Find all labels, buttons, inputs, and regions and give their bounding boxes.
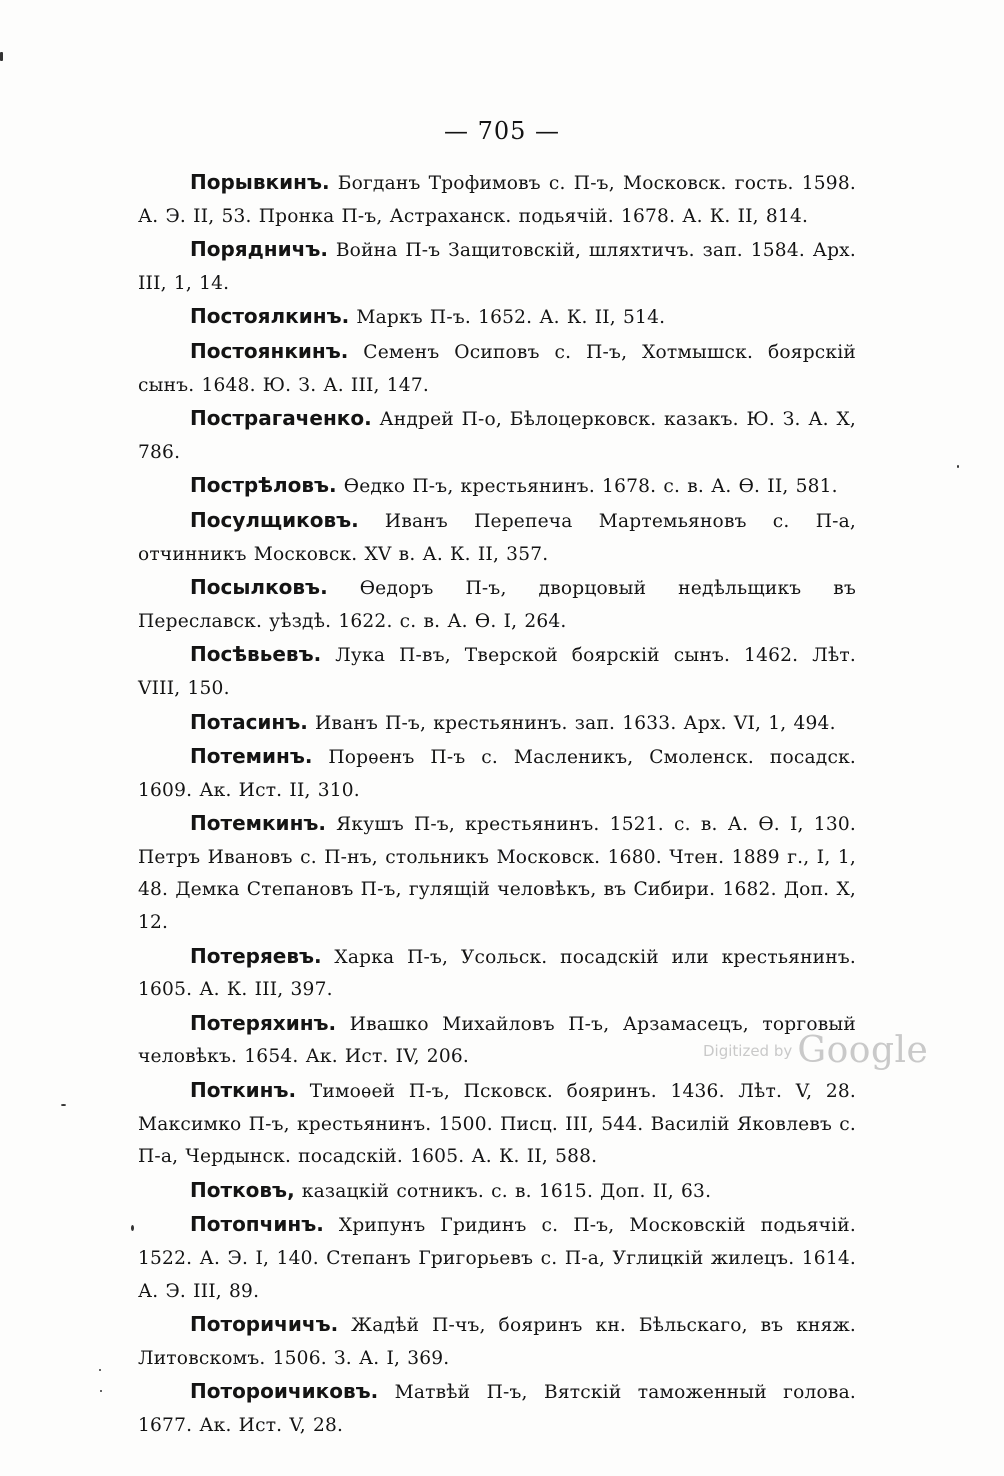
entry-headword: Потеминъ. bbox=[190, 744, 313, 769]
entry-text: Тимоѳей П-ъ, Псковск. бояринъ. 1436. Лѣт. V, 28. Максимко П-ъ, крестьянинъ. 1500. Писц. III, 544. Василій Яковлевъ с. П-а, Чердынск. посадскій. 1605. А. К. II, 588. bbox=[138, 1081, 856, 1168]
entry bbox=[138, 1375, 856, 1442]
entry-headword: Поторичичъ. bbox=[190, 1312, 339, 1337]
entry-text: Порѳенъ П-ъ с. Масленикъ, Смоленск. посадск. 1609. Ак. Ист. II, 310. bbox=[138, 747, 856, 801]
entry-text: Иванъ П-ъ, крестьянинъ. зап. 1633. Арх. VI, 1, 494. bbox=[315, 712, 836, 734]
entry-headword: Потасинъ. bbox=[190, 709, 308, 734]
entry-headword: Порывкинъ. bbox=[190, 170, 330, 194]
entry bbox=[138, 402, 856, 469]
entry-headword: Потороичиковъ. bbox=[190, 1379, 379, 1404]
scan-speck bbox=[99, 1369, 101, 1371]
entry bbox=[138, 1074, 856, 1174]
entry bbox=[138, 571, 856, 638]
entry bbox=[138, 940, 856, 1007]
entry-text: Ѳедко П-ъ, крестьянинъ. 1678. с. в. А. Ѳ. II, 581. bbox=[343, 476, 838, 498]
entry bbox=[138, 1208, 856, 1308]
entry-headword: Поткинъ. bbox=[190, 1078, 297, 1103]
entry-headword: Пострагаченко. bbox=[190, 406, 372, 431]
entry-text: Андрей П-о, Бѣлоцерковск. казакъ. Ю. З. А. X, 786. bbox=[138, 409, 856, 463]
entry-headword: Постоялкинъ. bbox=[190, 304, 350, 329]
entry-text: Матвѣй П-ъ, Вятскій таможенный голова. 1677. Ак. Ист. V, 28. bbox=[138, 1382, 856, 1436]
entry bbox=[138, 469, 856, 504]
entry-text: казацкій сотникъ. с. в. 1615. Доп. II, 63. bbox=[301, 1180, 712, 1202]
entry bbox=[138, 706, 856, 741]
entry-text: Война П-ъ Защитовскій, шляхтичъ. зап. 1584. Арх. III, 1, 14. bbox=[138, 240, 856, 294]
entry-text: Жадѣй П-чъ, бояринъ кн. Бѣльскаго, въ княж. Литовскомъ. 1506. З. А. I, 369. bbox=[138, 1315, 856, 1369]
page-number: — 705 — bbox=[443, 117, 561, 145]
entry-headword: Потковъ, bbox=[190, 1177, 295, 1202]
entry-text: Ивашко Михайловъ П-ъ, Арзамасецъ, торговый человѣкъ. 1654. Ак. Ист. IV, 206. bbox=[138, 1013, 856, 1068]
entry-text: Иванъ Перепеча Мартемьяновъ с. П-а, отчинникъ Московск. XV в. А. К. II, 357. bbox=[138, 510, 856, 565]
entry bbox=[138, 233, 856, 300]
entry-headword: Постоянкинъ. bbox=[190, 338, 349, 363]
google-logo: Google bbox=[797, 1030, 929, 1071]
scan-speck bbox=[61, 1104, 66, 1106]
entry-headword: Потемкинъ. bbox=[190, 811, 327, 836]
scan-speck bbox=[131, 1225, 134, 1231]
entry-text: Богданъ Трофимовъ с. П-ъ, Московск. гость. 1598. А. Э. II, 53. Пронка П-ъ, Астраханск. подьячій. 1678. А. К. II, 814. bbox=[138, 173, 856, 227]
entry-headword: Потеряхинъ. bbox=[190, 1010, 337, 1035]
entry-headword: Посылковъ. bbox=[190, 575, 328, 600]
entry-text: Харка П-ъ, Усольск. посадскій или крестьянинъ. 1605. А. К. III, 397. bbox=[138, 946, 856, 1001]
entry-text: Маркъ П-ъ. 1652. А. К. II, 514. bbox=[356, 307, 666, 329]
entry-text: Хрипунъ Гридинъ с. П-ъ, Московскій подьячій. 1522. А. Э. I, 140. Степанъ Григорьевъ с. П-а, Углицкій жилецъ. 1614. А. Э. III, 89. bbox=[138, 1215, 856, 1302]
dictionary-entries bbox=[138, 166, 856, 1443]
digitized-by-google-watermark bbox=[703, 1030, 929, 1080]
entry bbox=[138, 504, 856, 571]
scan-speck bbox=[957, 465, 959, 468]
entry bbox=[138, 166, 856, 233]
entry-text: Семенъ Осиповъ с. П-ъ, Хотмышск. боярскій сынъ. 1648. Ю. З. А. III, 147. bbox=[138, 341, 856, 396]
watermark-prefix: Digitized by bbox=[703, 1042, 793, 1060]
entry-headword: Пострѣловъ. bbox=[190, 473, 337, 498]
entry bbox=[138, 807, 856, 939]
entry-text: Якушъ П-ъ, крестьянинъ. 1521. с. в. А. Ѳ. I, 130. Петръ Ивановъ с. П-нъ, стольникъ Московск. 1680. Чтен. 1889 г., I, 1, 48. Демка Степановъ П-ъ, гулящій человѣкъ, въ Сибири. 1682. Доп. X, 12. bbox=[138, 814, 856, 934]
entry-headword: Посѣвьевъ. bbox=[190, 642, 322, 667]
entry bbox=[138, 638, 856, 705]
scan-speck bbox=[0, 52, 3, 61]
entry-headword: Порядничъ. bbox=[190, 237, 328, 262]
entry-text: Ѳедоръ П-ъ, дворцовый недѣльщикъ въ Переславск. уѣздѣ. 1622. с. в. А. Ѳ. I, 264. bbox=[138, 578, 856, 632]
entry bbox=[138, 1174, 856, 1209]
entry bbox=[138, 300, 856, 335]
entry bbox=[138, 1308, 856, 1375]
entry bbox=[138, 335, 856, 402]
entry bbox=[138, 740, 856, 807]
entry-text: Лука П-въ, Тверской боярскій сынъ. 1462. Лѣт. VIII, 150. bbox=[138, 645, 856, 699]
entry-headword: Потопчинъ. bbox=[190, 1212, 324, 1237]
scan-speck bbox=[100, 1390, 102, 1392]
entry-headword: Потеряевъ. bbox=[190, 943, 322, 968]
entry-headword: Посулщиковъ. bbox=[190, 507, 359, 532]
